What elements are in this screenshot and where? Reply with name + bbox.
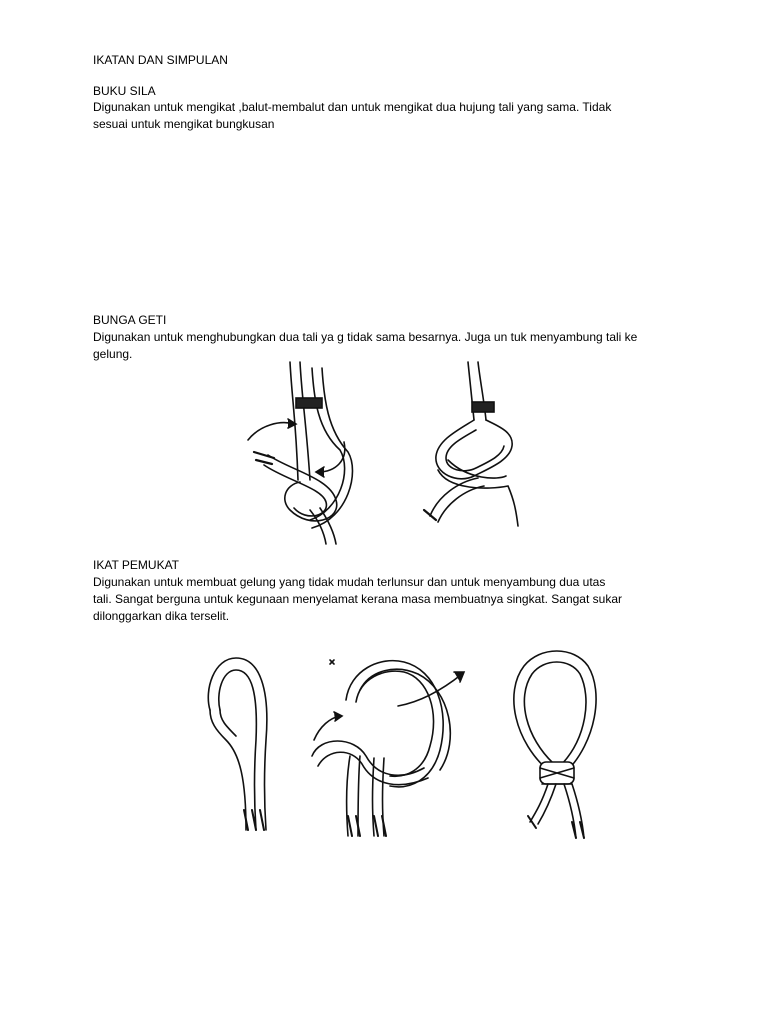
section-heading-buku-sila: BUKU SILA	[93, 84, 156, 98]
section-heading-ikat-pemukat: IKAT PEMUKAT	[93, 558, 180, 572]
sheet-bend-step-2-illustration	[418, 360, 528, 530]
section-body-bunga-geti-line-1: Digunakan untuk menghubungkan dua tali ya g tidak sama besarnya. Juga un tuk menyambung tali ke	[93, 330, 638, 344]
section-body-buku-sila-line-1: Digunakan untuk mengikat ,balut-membalut dan untuk mengikat dua hujung tali yang sama. Tidak	[93, 100, 612, 114]
bowline-step-2-illustration	[300, 640, 475, 840]
sheet-bend-step-1-illustration	[240, 360, 360, 545]
section-heading-bunga-geti: BUNGA GETI	[93, 313, 167, 327]
section-body-ikat-pemukat-line-3: dilonggarkan dika terselit.	[93, 609, 230, 623]
bowline-finished-illustration	[500, 642, 610, 842]
section-body-bunga-geti-line-2: gelung.	[93, 347, 133, 361]
section-body-buku-sila-line-2: sesuai untuk mengikat bungkusan	[93, 117, 275, 131]
bowline-step-1-illustration	[200, 650, 280, 840]
page-title: IKATAN DAN SIMPULAN	[93, 53, 228, 67]
section-body-ikat-pemukat-line-1: Digunakan untuk membuat gelung yang tidak mudah terlunsur dan untuk menyambung dua utas	[93, 575, 606, 589]
section-body-ikat-pemukat-line-2: tali. Sangat berguna untuk kegunaan menyelamat kerana masa membuatnya singkat. Sangat sukar	[93, 592, 622, 606]
